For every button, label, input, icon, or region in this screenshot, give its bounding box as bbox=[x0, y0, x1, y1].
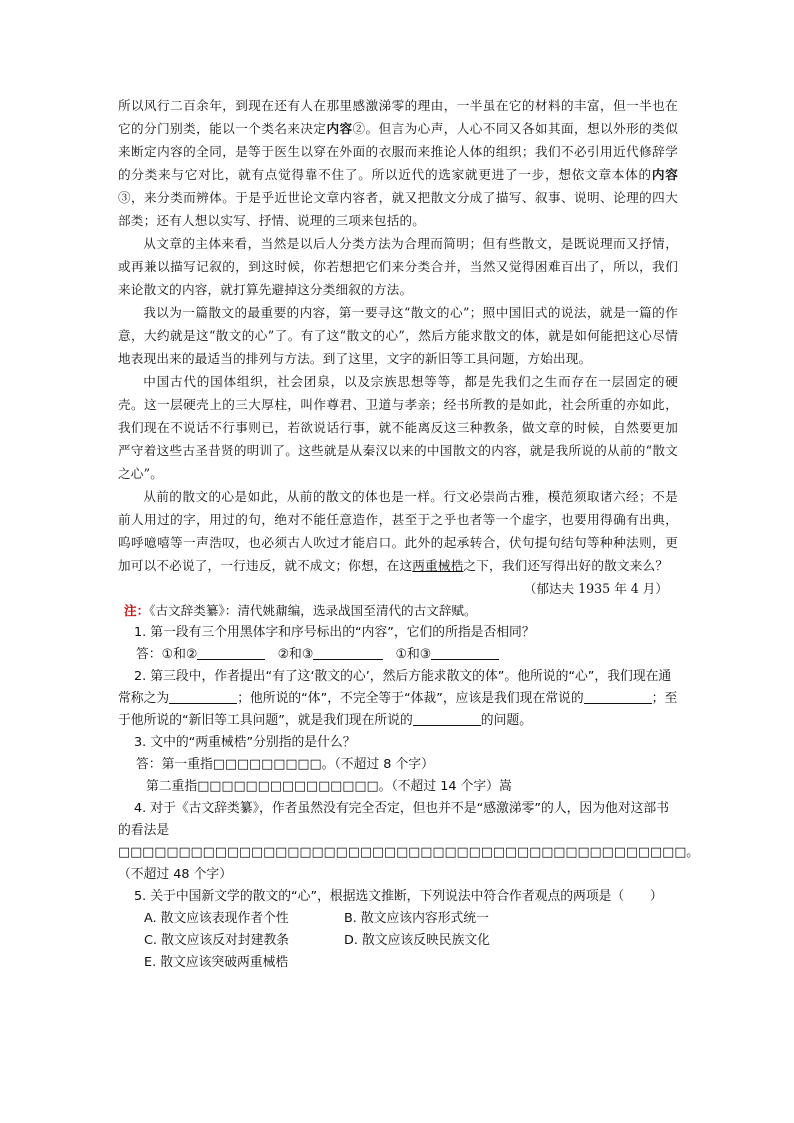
q2-text-4: 的问题。 bbox=[480, 713, 532, 728]
paragraph-3: 我以为一篇散文的最重要的内容，第一要寻这“散文的心”；照中国旧式的说法，就是一篇的作意，大约就是这“散文的心”了。有了这“散文的心”，然后方能求散文的体，就是如何能把这心尽情地表现出来的最适当的排列与方法。到了这里，文字的新旧等工具问题，方始出现。 bbox=[118, 305, 678, 366]
option-b[interactable]: B. 散文应该内容形式统一 bbox=[344, 911, 489, 926]
question-1-answer bbox=[118, 644, 678, 666]
answer-blank-2-3[interactable] bbox=[313, 645, 383, 660]
q4-limit: 。（不超过 48 个字） bbox=[118, 845, 700, 882]
q2-text-2: ；他所说的“体”，不完全等于“体裁”，应该是我们现在常说的 bbox=[237, 691, 584, 706]
answer-blank-1-3[interactable] bbox=[431, 645, 499, 660]
paragraph-2: 从文章的主体来看，当然是以后人分类方法为合理而简明；但有些散文，是既说理而又抒情，或再兼以描写记叙的，到这时候，你若想把它们来分类合并，当然又觉得困难百出了，所以，我们来论散文的内容，就打算先避掉这分类细叙的方法。 bbox=[118, 236, 678, 297]
q5-options-row-3 bbox=[118, 952, 678, 974]
q5-options-row-1 bbox=[118, 908, 678, 930]
q2-text-1: 2. 第三段中，作者提出“有了这‘散文的心’，然后方能求散文的体”。他所说的“心”，我们现在通常称之为 bbox=[118, 669, 672, 706]
answer-label-2-3: ②和③ bbox=[277, 647, 314, 662]
footnote-label: 注： bbox=[124, 603, 150, 618]
footnote-text: 《古文辞类纂》：清代姚鼐编，选录战国至清代的古文辞赋。 bbox=[149, 603, 477, 618]
paragraph-4: 中国古代的国体组织，社会团泉，以及宗族思想等等，都是先我们之生而存在一层固定的硬壳。这一层硬壳上的三大厚柱，叫作尊君、卫道与孝亲；经书所教的是如此，社会所重的亦如此，我们现在不说话不行事则已，若欲说话行事，就不能离反这三种教条，做文章的时候，自然要更加严守着这些古圣昔贤的明训了。这些就是从秦汉以来的中国散文的内容，就是我所说的从前的“散文之心”。 bbox=[118, 374, 678, 481]
question-3-answer-2 bbox=[118, 776, 678, 798]
paragraph-5 bbox=[118, 485, 678, 577]
keyword-content-3: 内容 bbox=[651, 167, 678, 182]
answer-prefix: 答： bbox=[136, 647, 162, 662]
q4-answer-boxes-1[interactable]: □□□□□□□□□□□□□□□□□□□□□□□□□ bbox=[118, 845, 421, 860]
q2-blank-2[interactable] bbox=[584, 689, 652, 704]
question-3-answer-1 bbox=[118, 754, 678, 776]
option-e[interactable]: E. 散文应该突破两重械梏 bbox=[144, 955, 289, 970]
underlined-phrase: 两重械梏 bbox=[412, 558, 464, 573]
author-signature: （郁达夫 1935 年 4 月） bbox=[523, 581, 668, 596]
q3-line2-tail: 嵩 bbox=[498, 779, 512, 794]
q2-blank-1[interactable] bbox=[169, 689, 237, 704]
q3-answer-boxes-1[interactable]: □□□□□□□□□ bbox=[212, 757, 322, 772]
option-c[interactable]: C. 散文应该反对封建教条 bbox=[144, 933, 290, 948]
option-a[interactable]: A. 散文应该表现作者个性 bbox=[144, 911, 289, 926]
q3-answer-boxes-2[interactable]: □□□□□□□□□□□□□□□ bbox=[197, 779, 379, 794]
p5-text-b: 之下，我们还写得出好的散文来么？ bbox=[463, 558, 669, 573]
keyword-content-2: 内容 bbox=[326, 121, 353, 136]
p1-text-b: ②。但言为心声，人心不同又各如其面，想以外形的类似来断定内容的全同，是等于医生以穿在外面的衣服而来推论人体的组织；我们不必引用近代修辞学的分类来与它对比，就有点觉得靠不住了。所以近代的选家就更进了一步，想依文章本体的 bbox=[118, 121, 679, 182]
q4-answer-boxes-2[interactable]: □□□□□□□□□□□□□□□□□□□□□□ bbox=[420, 845, 687, 860]
question-1: 1. 第一段有三个用黑体字和序号标出的“内容”，它们的所指是否相同？ bbox=[134, 625, 535, 640]
q4-text: 4. 对于《古文辞类纂》，作者虽然没有完全否定，但也并不是“感激涕零”的人，因为他对这部书的看法是 bbox=[118, 801, 670, 838]
question-3: 3. 文中的“两重械梏”分别指的是什么？ bbox=[134, 735, 356, 750]
question-4 bbox=[118, 798, 700, 886]
q2-text-3: ；至于他所说的“新旧等工具问题”，就是我们现在所说的 bbox=[118, 691, 678, 728]
question-5: 5. 关于中国新文学的散文的“心”，根据选文推断，下列说法中符合作者观点的两项是（ ） bbox=[134, 889, 663, 904]
q3-line2-limit: 。（不超过 14 个字） bbox=[378, 779, 499, 794]
footnote bbox=[118, 600, 678, 622]
document-page bbox=[118, 94, 700, 974]
paragraph-1 bbox=[118, 94, 678, 232]
option-d[interactable]: D. 散文应该反映民族文化 bbox=[344, 933, 490, 948]
q2-blank-3[interactable] bbox=[413, 711, 481, 726]
q3-line1-limit: 。（不超过 8 个字） bbox=[321, 757, 434, 772]
q3-line1-prefix: 答：第一重指 bbox=[136, 757, 213, 772]
q3-line2-prefix: 第二重指 bbox=[146, 779, 198, 794]
answer-label-1-2: ①和② bbox=[161, 647, 198, 662]
answer-blank-1-2[interactable] bbox=[197, 645, 265, 660]
question-2 bbox=[118, 666, 678, 732]
q5-options-row-2 bbox=[118, 930, 678, 952]
p5-text-a: 从前的散文的心是如此，从前的散文的体也是一样。行文必崇尚古雅，模范须取诸六经；不是前人用过的字，用过的句，绝对不能任意造作，甚至于之乎也者等一个虚字，也要用得确有出典，呜呼噫嘻等一声浩叹，也必须古人吹过才能启口。此外的起承转合，伏句提句结句等种种法则，更加可以不必说了，一行违反，就不成文；你想，在这 bbox=[118, 489, 678, 573]
p1-text-a: 所以风行二百余年，到现在还有人在那里感激涕零的理由，一半虽在它的材料的丰富，但一半也在它的分门别类，能以一个类名来决定 bbox=[118, 98, 678, 136]
p1-text-c: ③，来分类而辨体。于是乎近世论文章内容者，就又把散文分成了描写、叙事、说明、论理的四大部类；还有人想以实写、抒情、说理的三项来包括的。 bbox=[118, 190, 678, 228]
answer-label-1-3: ①和③ bbox=[395, 647, 432, 662]
